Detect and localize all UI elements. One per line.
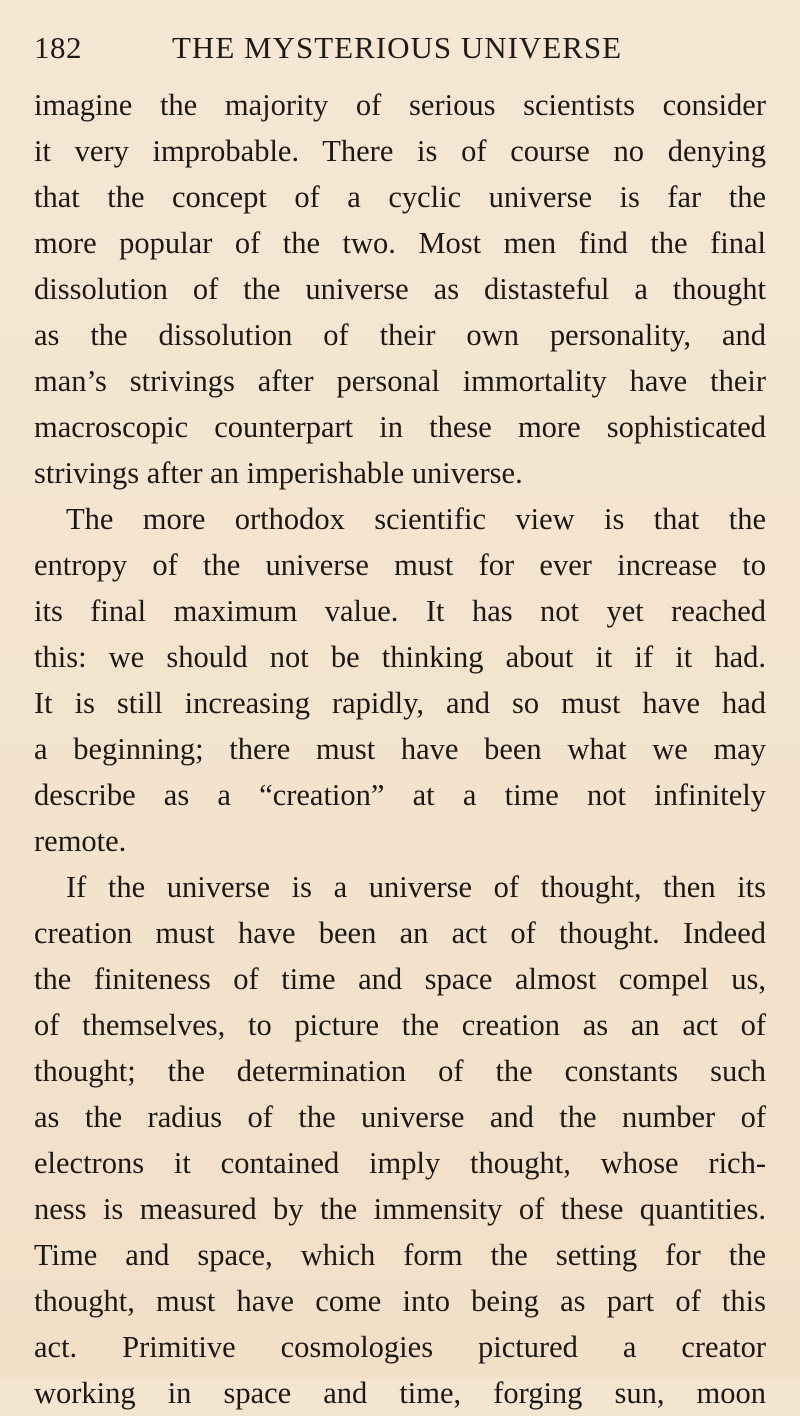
text-line: describe as a “creation” at a time not infinitely [34, 778, 766, 812]
text-line: thought; the determination of the constants such [34, 1054, 766, 1088]
running-title: THE MYSTERIOUS UNIVERSE [172, 30, 623, 65]
text-line: imagine the majority of serious scientists consider [34, 88, 766, 122]
text-line: act. Primitive cosmologies pictured a creator [34, 1330, 766, 1364]
text-line: creation must have been an act of thought. Indeed [34, 916, 766, 950]
text-line: as the dissolution of their own personality, and [34, 318, 766, 352]
text-line: that the concept of a cyclic universe is far the [34, 180, 766, 214]
text-line: the finiteness of time and space almost compel us, [34, 962, 766, 996]
text-line: remote. [34, 824, 127, 858]
text-line: entropy of the universe must for ever increase to [34, 548, 766, 582]
text-line: electrons it contained imply thought, whose rich- [34, 1146, 766, 1180]
text-line: man’s strivings after personal immortality have their [34, 364, 766, 398]
text-line: If the universe is a universe of thought, then its [66, 870, 766, 904]
text-line: ness is measured by the immensity of these quantities. [34, 1192, 766, 1226]
body-text [34, 82, 766, 1416]
text-line: strivings after an imperishable universe. [34, 456, 523, 490]
text-line: its final maximum value. It has not yet reached [34, 594, 766, 628]
text-line: more popular of the two. Most men find the final [34, 226, 766, 260]
text-line: of themselves, to picture the creation as an act of [34, 1008, 766, 1042]
page-number: 182 [34, 30, 82, 65]
text-line: It is still increasing rapidly, and so must have had [34, 686, 766, 720]
text-line: Time and space, which form the setting for the [34, 1238, 766, 1272]
text-line: a beginning; there must have been what we may [34, 732, 766, 766]
text-line: macroscopic counterpart in these more sophisticated [34, 410, 766, 444]
text-line: as the radius of the universe and the number of [34, 1100, 766, 1134]
text-line: working in space and time, forging sun, moon [34, 1376, 766, 1410]
text-line: this: we should not be thinking about it if it had. [34, 640, 766, 674]
text-line: thought, must have come into being as part of this [34, 1284, 766, 1318]
text-line: dissolution of the universe as distasteful a thought [34, 272, 766, 306]
text-line: it very improbable. There is of course no denying [34, 134, 766, 168]
text-line: The more orthodox scientific view is that the [66, 502, 766, 536]
page-header [34, 30, 766, 74]
